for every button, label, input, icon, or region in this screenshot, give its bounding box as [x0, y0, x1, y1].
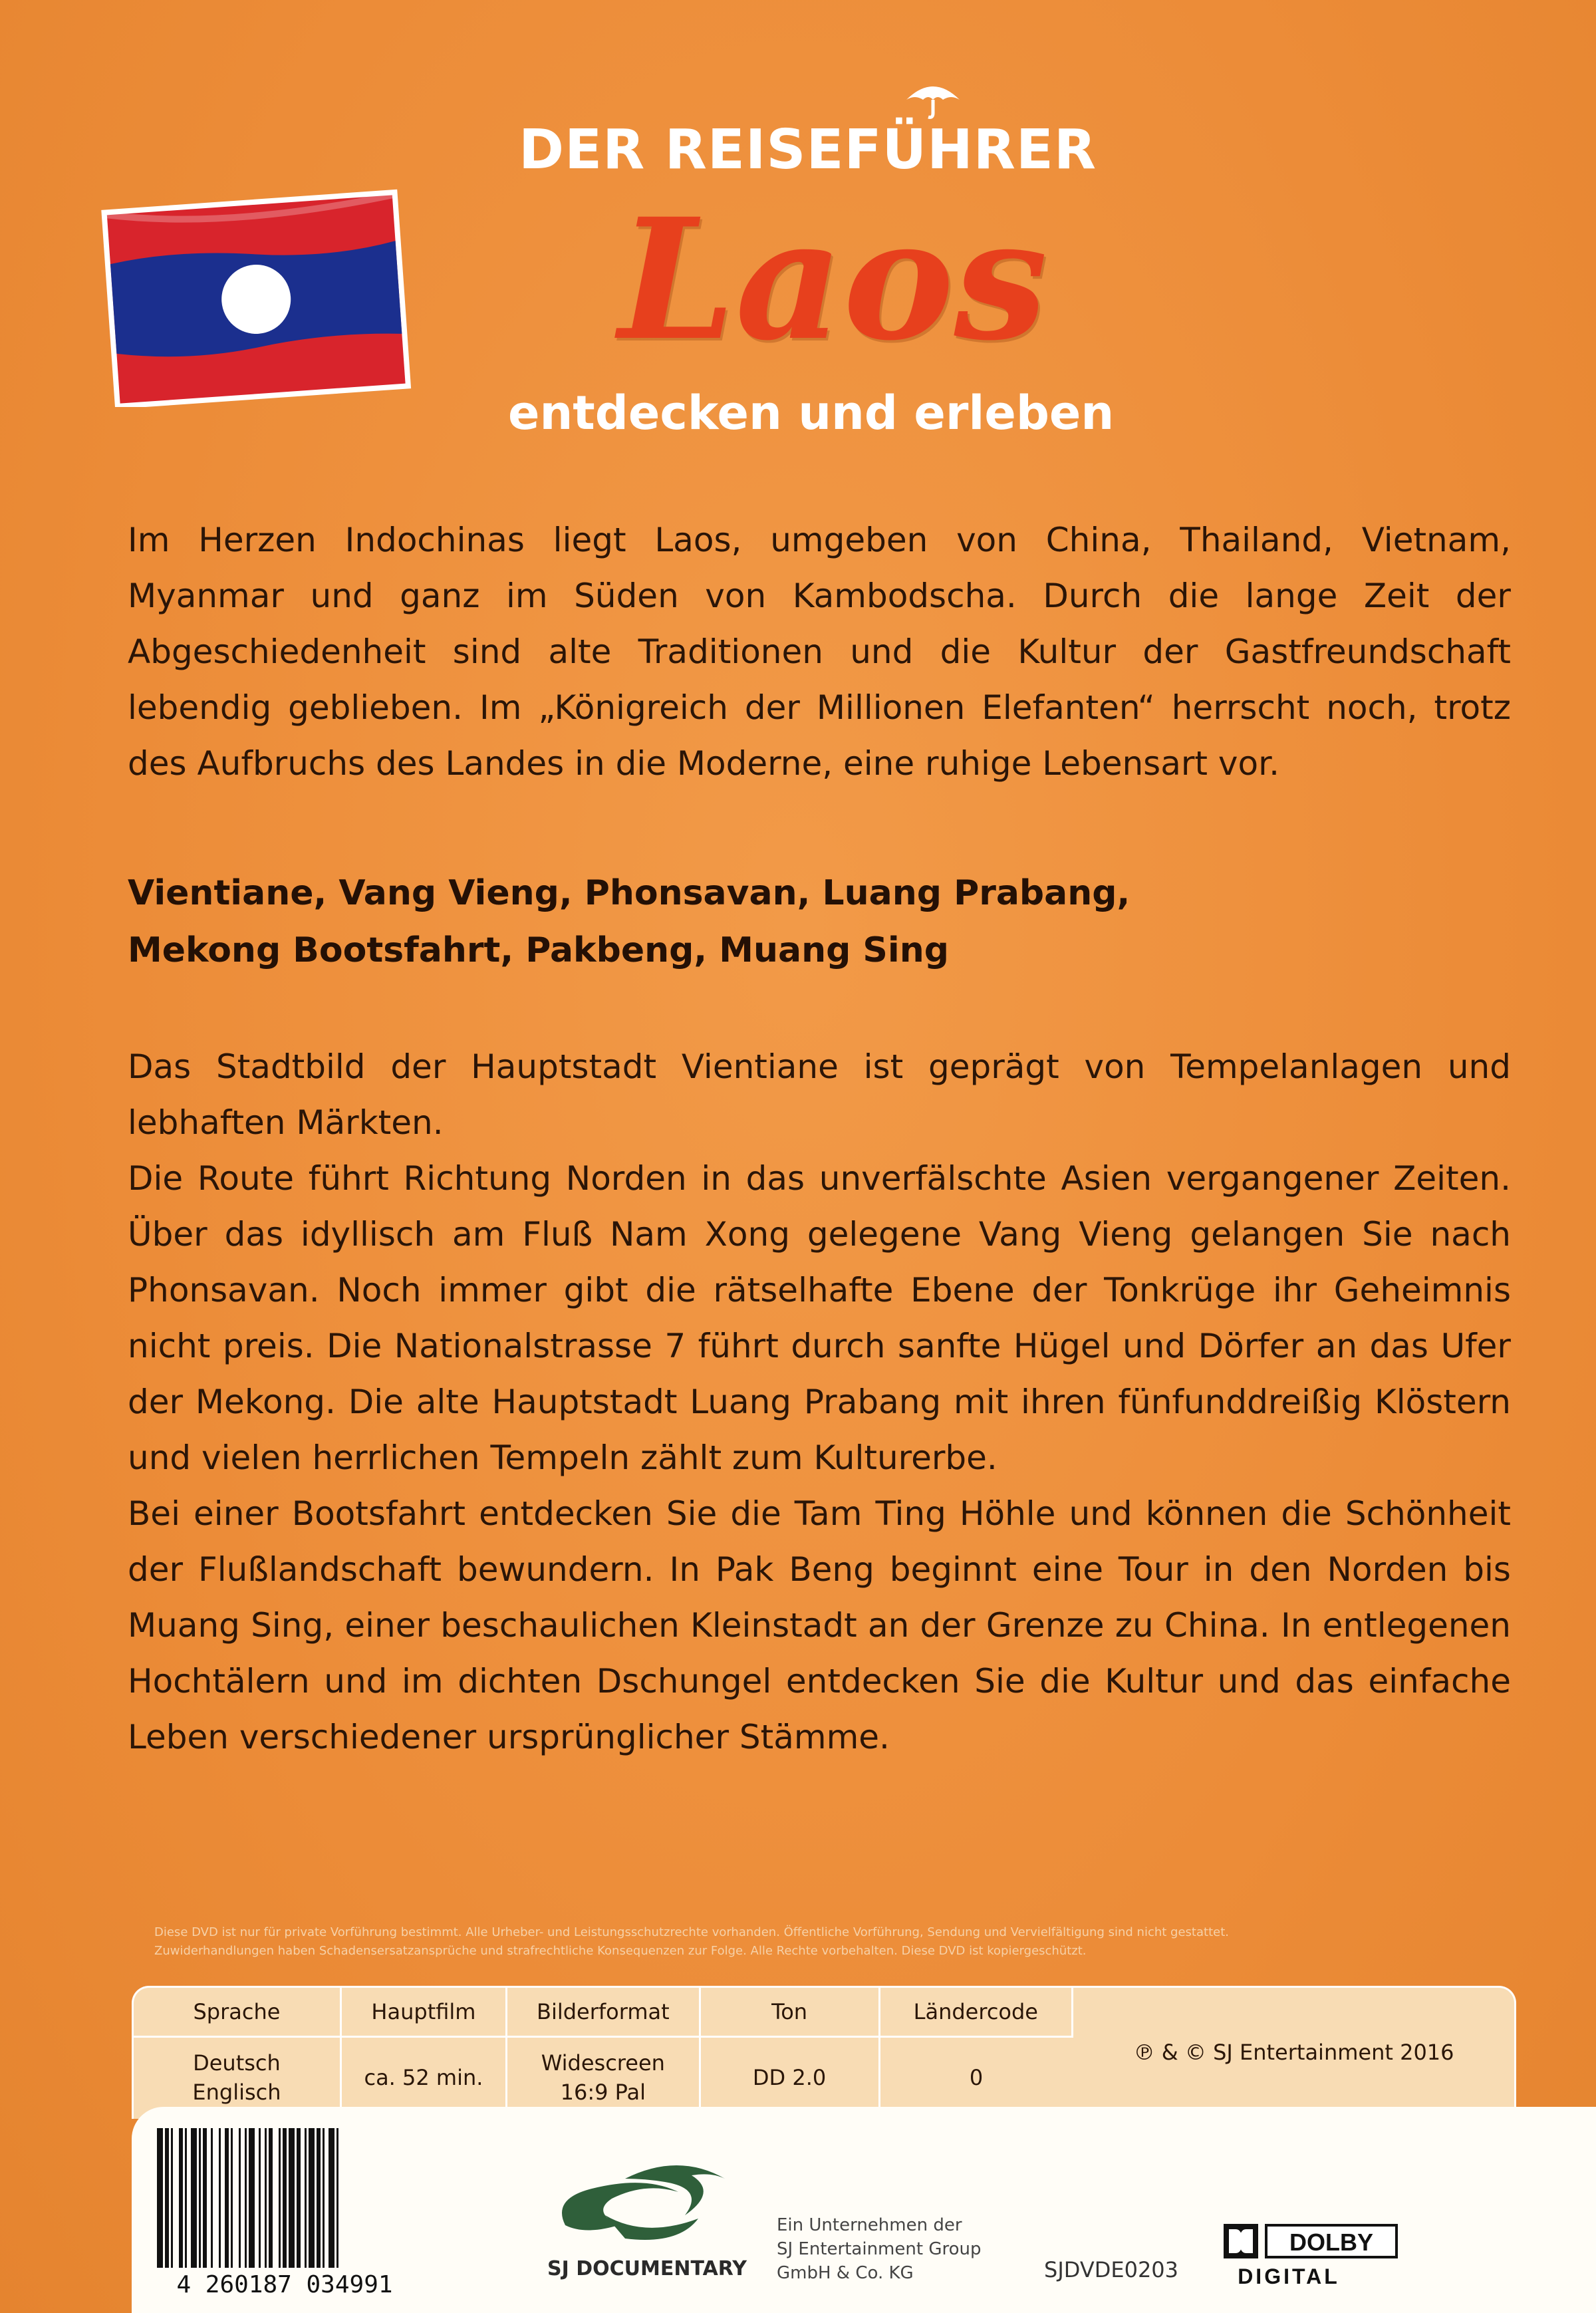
spec-bilderformat-1: Widescreen	[541, 2050, 665, 2076]
barcode-bar	[289, 2128, 295, 2268]
description	[128, 1039, 1511, 1765]
company-line-2: SJ Entertainment Group	[777, 2239, 982, 2259]
barcode-bar	[336, 2128, 338, 2268]
barcode-bar	[283, 2128, 287, 2268]
spec-hauptfilm: ca. 52 min.	[340, 2037, 506, 2118]
barcode-bar	[265, 2128, 267, 2268]
barcode-bar	[165, 2128, 169, 2268]
barcode-bar	[245, 2128, 247, 2268]
company-line-3: GmbH & Co. KG	[777, 2263, 914, 2283]
barcode-bar	[249, 2128, 255, 2268]
description-paragraph-1: Das Stadtbild der Hauptstadt Vientiane ist geprägt von Tempelanlagen und lebhaften Märkten.	[128, 1047, 1511, 1142]
barcode-bar	[225, 2128, 229, 2268]
description-paragraph-3: Bei einer Bootsfahrt entdecken Sie die Tam Ting Höhle und können die Schönheit der Flußlandschaft bewundern. In Pak Beng beginnt eine Tour in den Norden bis Muang Sing, einer beschaulichen Kleinstadt an der Grenze zu China. In entlegenen Hochtälern und im dichten Dschungel entdecken Sie die Kultur und das einfache Leben verschiedener ursprünglicher Stämme.	[128, 1494, 1511, 1756]
catalog-number: SJDVDE0203	[1044, 2257, 1179, 2282]
barcode-bar	[231, 2128, 233, 2268]
dolby-text: DOLBY	[1289, 2229, 1373, 2256]
copyright: ℗ & © SJ Entertainment 2016	[1073, 1988, 1514, 2118]
barcode-bar	[203, 2128, 207, 2268]
barcode-bar	[297, 2128, 301, 2268]
spec-sprache-2: Englisch	[192, 2080, 281, 2106]
barcode-bar	[323, 2128, 325, 2268]
legal-notice	[154, 1923, 1418, 1961]
umbrella-icon	[903, 80, 963, 120]
spec-sprache-1: Deutsch	[193, 2050, 281, 2076]
barcode-bar	[305, 2128, 307, 2268]
company-line-1: Ein Unternehmen der	[777, 2215, 962, 2235]
company-info	[777, 2213, 1056, 2285]
digital-text: DIGITAL	[1238, 2264, 1340, 2288]
spec-header: Ländercode	[879, 1988, 1073, 2037]
barcode-bar	[179, 2128, 183, 2268]
spec-header: Hauptfilm	[340, 1988, 506, 2037]
spec-bilderformat	[507, 2037, 700, 2118]
barcode-bar	[157, 2128, 163, 2268]
laos-flag-image	[100, 188, 412, 407]
barcode-bar	[259, 2128, 261, 2268]
barcode-bar	[279, 2128, 281, 2268]
legal-line-2: Zuwiderhandlungen haben Schadensersatzansprüche und strafrechtliche Konsequenzen zur Folge. Alle Rechte vorbehalten. Diese DVD ist kopiergeschützt.	[154, 1944, 1087, 1958]
spec-header-row	[134, 1988, 1514, 2037]
locations-line-2: Mekong Bootsfahrt, Pakbeng, Muang Sing	[128, 930, 949, 970]
main-title: Laos	[618, 182, 1048, 377]
spec-laendercode: 0	[969, 2065, 984, 2091]
spec-bilderformat-2: 16:9 Pal	[560, 2080, 646, 2106]
barcode-bar	[219, 2128, 221, 2268]
sj-documentary-logo-icon	[545, 2152, 745, 2252]
barcode-bar	[269, 2128, 273, 2268]
locations-line-1: Vientiane, Vang Vieng, Phonsavan, Luang Prabang,	[128, 873, 1130, 913]
barcode-bar	[239, 2128, 241, 2268]
barcode-bar	[211, 2128, 213, 2268]
spec-ton: DD 2.0	[700, 2037, 879, 2118]
subtitle: entdecken und erleben	[508, 386, 1115, 440]
spec-header: Bilderformat	[507, 1988, 700, 2037]
barcode-bar	[171, 2128, 173, 2268]
description-paragraph-2: Die Route führt Richtung Norden in das unverfälschte Asien vergangener Zeiten. Über das idyllisch am Fluß Nam Xong gelegene Vang Vieng gelangen Sie nach Phonsavan. Noch immer gibt die rätselhafte Ebene der Tonkrüge ihr Geheimnis nicht preis. Die Nationalstrasse 7 führt durch sanfte Hügel und Dörfer an das Ufer der Mekong. Die alte Hauptstadt Luang Prabang mit ihren fünfunddreißig Klöstern und vielen herrlichen Tempeln zählt zum Kulturerbe.	[128, 1159, 1511, 1477]
intro-paragraph: Im Herzen Indochinas liegt Laos, umgeben von China, Thailand, Vietnam, Myanmar und ganz im Süden von Kambodscha. Durch die lange Zeit der Abgeschiedenheit sind alte Traditionen und die Kultur der Gastfreundschaft lebendig geblieben. Im „Königreich der Millionen Elefanten“ herrscht noch, trotz des Aufbruchs des Landes in die Moderne, eine ruhige Lebensart vor.	[128, 521, 1511, 783]
locations-list	[128, 865, 1511, 979]
barcode-number: 4 260187 034991	[152, 2271, 418, 2298]
dolby-digital-logo-icon	[1222, 2221, 1402, 2288]
barcode-bar	[317, 2128, 321, 2268]
barcode-bar	[191, 2128, 197, 2268]
sj-documentary-label: SJ DOCUMENTARY	[547, 2257, 747, 2280]
spec-sprache	[134, 2037, 340, 2118]
barcode-bar	[185, 2128, 187, 2268]
barcode-bar	[329, 2128, 334, 2268]
barcode-bar	[199, 2128, 201, 2268]
series-title: DER REISEFÜHRER	[519, 118, 1097, 182]
legal-line-1: Diese DVD ist nur für private Vorführung bestimmt. Alle Urheber- und Leistungsschutzrechte vorhanden. Öffentliche Vorführung, Sendung und Vervielfältigung sind nicht gestattet.	[154, 1925, 1229, 1939]
spec-table	[132, 1986, 1516, 2119]
spec-header: Sprache	[134, 1988, 340, 2037]
barcode-bar	[309, 2128, 315, 2268]
spec-header: Ton	[700, 1988, 879, 2037]
